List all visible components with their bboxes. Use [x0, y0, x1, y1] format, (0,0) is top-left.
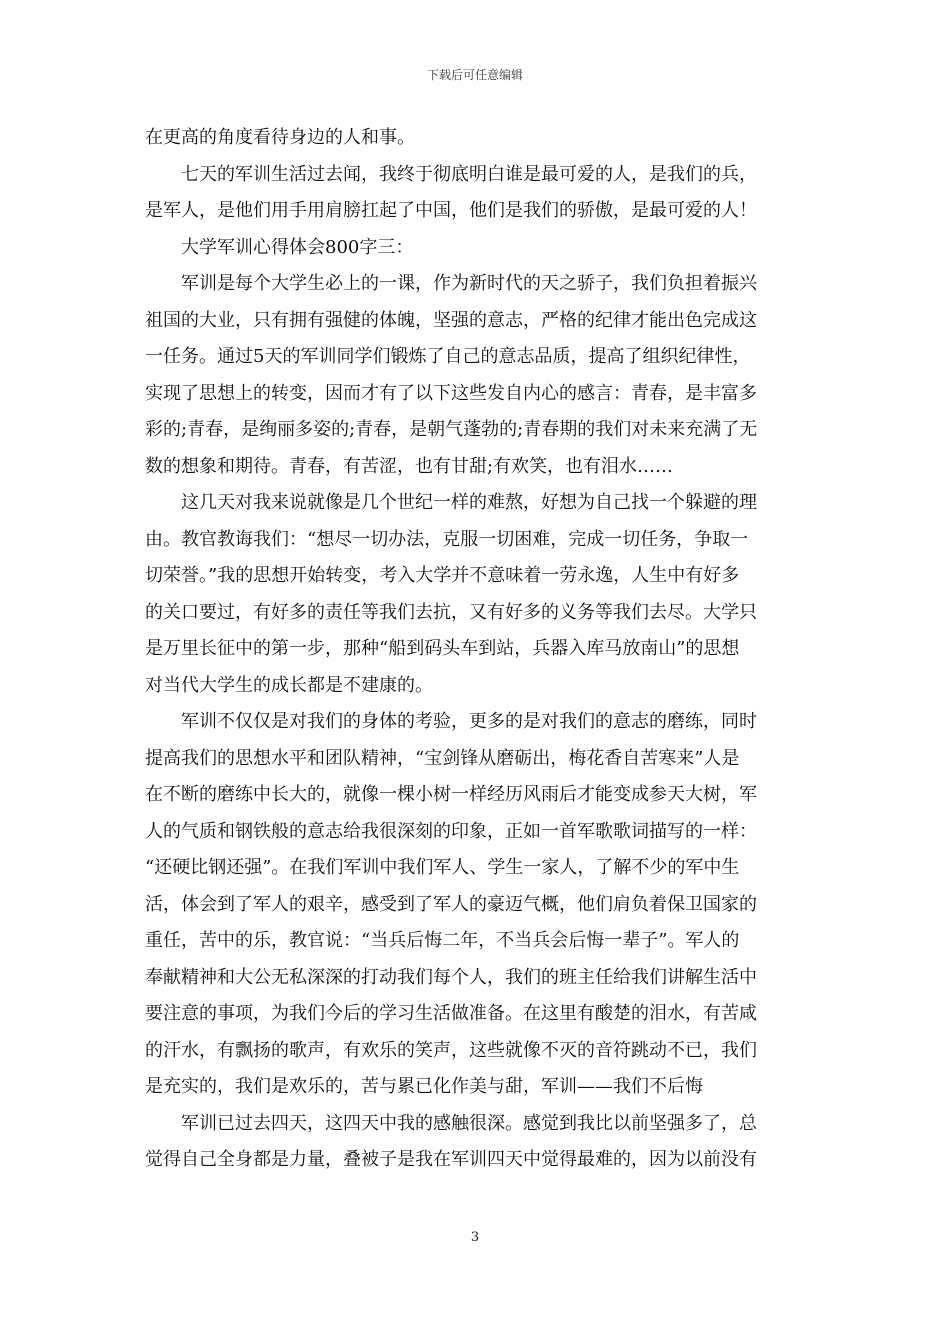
- document-body: [145, 120, 810, 1179]
- text-line: 是充实的，我们是欢乐的，苦与累已化作美与甜，军训——我们不后悔: [145, 1076, 703, 1097]
- text-line: 祖国的大业，只有拥有强健的体魄，坚强的意志，严格的纪律才能出色完成这: [145, 309, 757, 331]
- text-line: 军训是每个大学生必上的一课，作为新时代的天之骄子，我们负担着振兴: [181, 273, 757, 294]
- text-line: 奉献精神和大公无私深深的打动我们每个人，我们的班主任给我们讲解生活中: [145, 966, 757, 988]
- text-line: 人的气质和钢铁般的意志给我很深刻的印象，正如一首军歌歌词描写的一样：: [145, 820, 757, 842]
- text-line: 提高我们的思想水平和团队精神，“宝剑锋从磨砺出，梅花香自苦寒来”人是: [145, 747, 740, 769]
- text-line: 一任务。通过5天的军训同学们锻炼了自己的意志品质，提高了组织纪律性，: [145, 346, 751, 367]
- page-header: 下载后可任意编辑: [426, 68, 523, 82]
- text-line: 的汗水，有飘扬的歌声，有欢乐的笑声，这些就像不灭的音符跳动不已，我们: [145, 1039, 757, 1061]
- text-line: 切荣誉。”我的思想开始转变，考入大学并不意味着一劳永逸，人生中有好多: [145, 565, 740, 586]
- text-line: 大学军训心得体会800字三：: [181, 236, 414, 258]
- text-line: 在更高的角度看待身边的人和事。: [145, 127, 415, 148]
- text-line: 活，体会到了军人的艰辛，感受到了军人的豪迈气概，他们肩负着保卫国家的: [145, 893, 757, 915]
- text-line: 是军人，是他们用手用肩膀扛起了中国，他们是我们的骄傲，是最可爱的人！: [145, 200, 757, 221]
- text-line: 的关口要过，有好多的责任等我们去抗，又有好多的义务等我们去尽。大学只: [145, 601, 757, 623]
- text-line: 军训不仅仅是对我们的身体的考验，更多的是对我们的意志的磨练，同时: [181, 711, 757, 732]
- text-line: 这几天对我来说就像是几个世纪一样的难熬，好想为自己找一个躲避的理: [181, 492, 757, 513]
- text-line: 实现了思想上的转变，因而才有了以下这些发自内心的感言：青春，是丰富多: [145, 382, 757, 404]
- page-number: 3: [470, 1230, 480, 1245]
- text-line: 是万里长征中的第一步，那种“船到码头车到站，兵器入库马放南山”的思想: [145, 638, 740, 659]
- text-line: 要注意的事项，为我们今后的学习生活做准备。在这里有酸楚的泪水，有苦咸: [145, 1003, 757, 1024]
- text-line: 七天的军训生活过去闻，我终于彻底明白谁是最可爱的人，是我们的兵，: [181, 163, 757, 185]
- text-line: 在不断的磨练中长大的，就像一棵小树一样经历风雨后才能变成参天大树，军: [145, 784, 757, 805]
- text-line: “还硬比钢还强”。在我们军训中我们军人、学生一家人，了解不少的军中生: [145, 857, 740, 878]
- text-line: 数的想象和期待。青春，有苦涩，也有甘甜;有欢笑，也有泪水……: [145, 455, 674, 477]
- text-line: 军训已过去四天，这四天中我的感触很深。感觉到我比以前坚强多了，总: [181, 1112, 757, 1134]
- text-line: 重任，苦中的乐，教官说：“当兵后悔二年，不当兵会后悔一辈子”。军人的: [145, 930, 740, 951]
- text-line: 觉得自己全身都是力量，叠被子是我在军训四天中觉得最难的，因为以前没有: [145, 1149, 757, 1170]
- text-line: 由。教官教诲我们：“想尽一切办法，克服一切困难，完成一切任务，争取一: [145, 528, 749, 550]
- text-line: 彩的;青春，是绚丽多姿的;青春，是朝气蓬勃的;青春期的我们对未来充满了无: [145, 419, 758, 440]
- text-line: 对当代大学生的成长都是不建康的。: [145, 674, 433, 696]
